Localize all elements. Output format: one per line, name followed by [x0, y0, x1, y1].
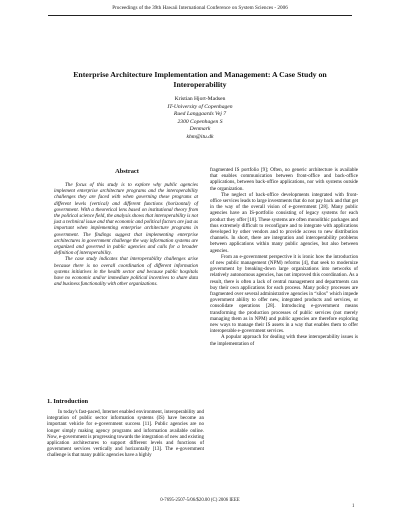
header-rule	[48, 15, 352, 16]
body-paragraph: The neglect of back-office developments integrated with front-office services leads to large investments that do not pay back and that get in the way of the overall vision of e-government [28]. Many public agencies have an IS-portfolio consisting of legacy systems for each product they offer [10]. These systems are often monolithic packages and thus extremely difficult to reconfigure and to integrate with applications developed by other vendors and to provide access to new distribution channels. In short, there are integration and interoperability problems between applications within many public agencies, but also between agencies.	[210, 191, 358, 254]
author-email: khm@itu.dk	[186, 133, 214, 140]
author-city: 2300 Copenhagen S	[177, 118, 223, 125]
abstract-heading: Abstract	[115, 168, 139, 175]
paper-title	[40, 70, 360, 90]
author-affiliation: IT-University of Copenhagen	[167, 103, 233, 110]
author-block	[100, 96, 300, 141]
body-paragraph: A popular approach for dealing with these interoperability issues is the implementation of	[210, 334, 358, 347]
author-country: Denmark	[189, 126, 211, 132]
introduction-paragraph: In today's fast-paced, Internet enabled environment, interoperability and integration of public sector information systems (IS) have become an important vehicle for e-government success [11]. Public agencies are no longer simply making agency programs and information available online. Now, e-government is progressing towards the integration of new and existing application architectures to support different levels and functions of government services vertically and horizontally [13]. The e-government challenge is that many public agencies have a highly	[47, 409, 204, 459]
title-line-1: Enterprise Architecture Implementation and Management: A Case Study on	[73, 70, 327, 79]
page-number: 1	[352, 504, 355, 509]
title-line-2: Interoperability	[173, 80, 227, 89]
body-paragraph: fragmented IS portfolio [9]; Often, no generic architecture is available that enables communication between front-office and back-office applications, between back-office applications, nor with systems outside the organization.	[210, 167, 358, 192]
running-header: Proceedings of the 39th Hawaii International Conference on System Sciences - 2006	[112, 5, 288, 11]
introduction-body	[47, 409, 204, 459]
abstract-body	[54, 182, 198, 287]
abstract-paragraph: The case study indicates that interoperability challenges arise because there is no overall coordination of different information systems initiatives in the health sector and because public hospitals have no economic and/or immediate political incentives to share data and business functionality with other organizations.	[54, 256, 198, 288]
author-name: Kristian Hjort-Madsen	[174, 96, 226, 102]
introduction-heading: 1. Introduction	[47, 398, 89, 405]
body-paragraph: From an e-government perspective it is ironic how the introduction of new public management (NPM) reforms [4], that seek to modernize government by breaking-down large organizations into networks of relatively autonomous agencies, has not improved this coordination. As a result, there is often a lack of central management and departments can buy their own applications for each process. Many policy processes are fragmented over several administrative agencies in “silos” which impede government ability to offer new, integrated products and services, or consolidate operations [28]. Introducing e-government means transforming the production processes of public services (not merely managing them as in NPM) and public agencies are therefore exploring new ways to manage their IS assets in a way that enables them to offer interoperable e-government services.	[210, 253, 358, 335]
footer-isbn: 0-7695-2507-5/06/$20.00 (C) 2006 IEEE	[160, 498, 240, 503]
author-street: Rued Langgaards Vej 7	[173, 111, 227, 117]
right-column-body	[210, 167, 358, 347]
abstract-paragraph: The focus of this study is to explore why public agencies implement enterprise architecture programs and the interoperability challenges they are faced with when governing these programs at different levels (vertical) and different functions (horizontal) of government. With a theoretical lens based on institutional theory from the political science field, the analysis shows that interoperability is not just a technical issue and that economic and political factors are just as important when implementing enterprise architecture programs in government. The findings suggest that implementing enterprise architectures in government challenge the way information systems are organized and governed in public agencies and calls for a broader definition of interoperability.	[54, 182, 198, 257]
